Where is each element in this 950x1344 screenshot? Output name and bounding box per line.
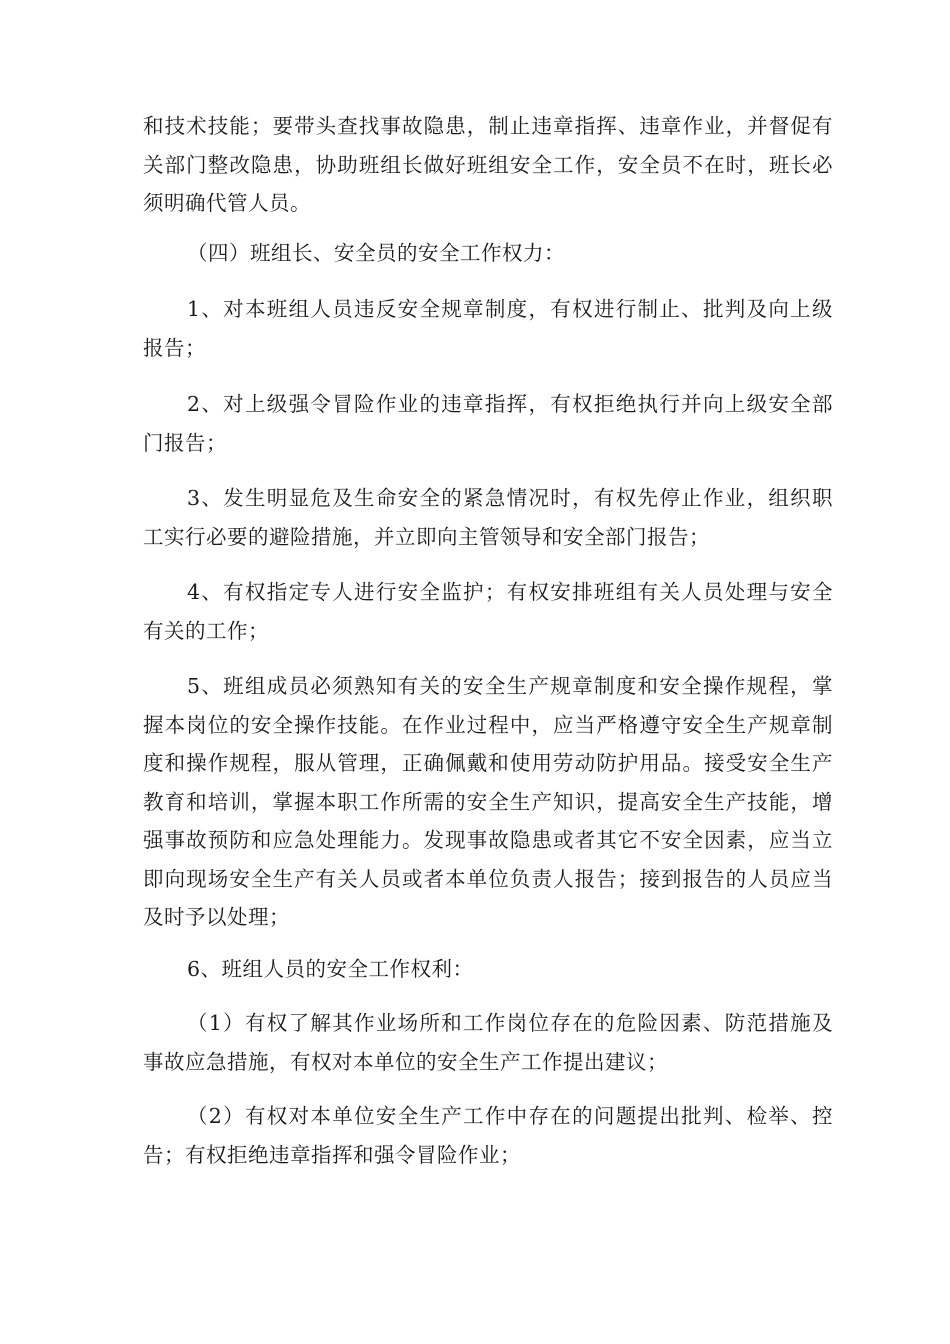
list-item <box>143 1004 833 1081</box>
text-line: 告；有权拒绝违章指挥和强令冒险作业； <box>143 1142 521 1167</box>
list-item <box>143 385 833 462</box>
text-line: 及时予以处理； <box>143 905 290 929</box>
text-line: 3、发生明显危及生命安全的紧急情况时，有权先停止作业，组织职 <box>187 486 833 510</box>
list-item <box>143 950 833 989</box>
text-line: 关部门整改隐患，协助班组长做好班组安全工作，安全员不在时，班长必 <box>143 152 833 177</box>
text-line: （四）班组长、安全员的安全工作权力： <box>187 241 565 265</box>
list-item <box>143 573 833 650</box>
text-line: 有关的工作； <box>143 618 269 643</box>
text-line: （1）有权了解其作业场所和工作岗位存在的危险因素、防范措施及 <box>187 1011 833 1035</box>
list-item <box>143 290 833 367</box>
text-line: （2）有权对本单位安全生产工作中存在的问题提出批判、检举、控 <box>187 1104 833 1128</box>
text-line: 事故应急措施，有权对本单位的安全生产工作提出建议； <box>143 1049 668 1074</box>
text-line: 和技术技能；要带头查找事故隐患，制止违章指挥、违章作业，并督促有 <box>143 114 833 138</box>
text-line: 度和操作规程，服从管理，正确佩戴和使用劳动防护用品。接受安全生产 <box>143 751 833 775</box>
text-line: 报告； <box>143 335 206 360</box>
text-line: 4、有权指定专人进行安全监护；有权安排班组有关人员处理与安全 <box>187 580 833 604</box>
text-line: 强事故预防和应急处理能力。发现事故隐患或者其它不安全因素，应当立 <box>143 828 833 852</box>
text-line: 握本岗位的安全操作技能。在作业过程中，应当严格遵守安全生产规章制 <box>143 712 833 737</box>
section-heading <box>143 234 833 273</box>
text-line: 工实行必要的避险措施，并立即向主管领导和安全部门报告； <box>143 524 710 549</box>
text-line: 即向现场安全生产有关人员或者本单位负责人报告；接到报告的人员应当 <box>143 866 833 891</box>
paragraph-continuation <box>143 107 833 223</box>
text-line: 教育和培训，掌握本职工作所需的安全生产知识，提高安全生产技能，增 <box>143 789 833 814</box>
text-line: 须明确代管人员。 <box>143 191 311 215</box>
text-line: 2、对上级强令冒险作业的违章指挥，有权拒绝执行并向上级安全部 <box>187 392 833 416</box>
text-line: 1、对本班组人员违反安全规章制度，有权进行制止、批判及向上级 <box>187 297 833 321</box>
list-item <box>143 479 833 556</box>
text-line: 门报告； <box>143 430 227 455</box>
text-line: 5、班组成员必须熟知有关的安全生产规章制度和安全操作规程，掌 <box>187 674 833 698</box>
list-item <box>143 667 833 937</box>
list-item <box>143 1097 833 1174</box>
text-line: 6、班组人员的安全工作权利： <box>187 957 474 981</box>
